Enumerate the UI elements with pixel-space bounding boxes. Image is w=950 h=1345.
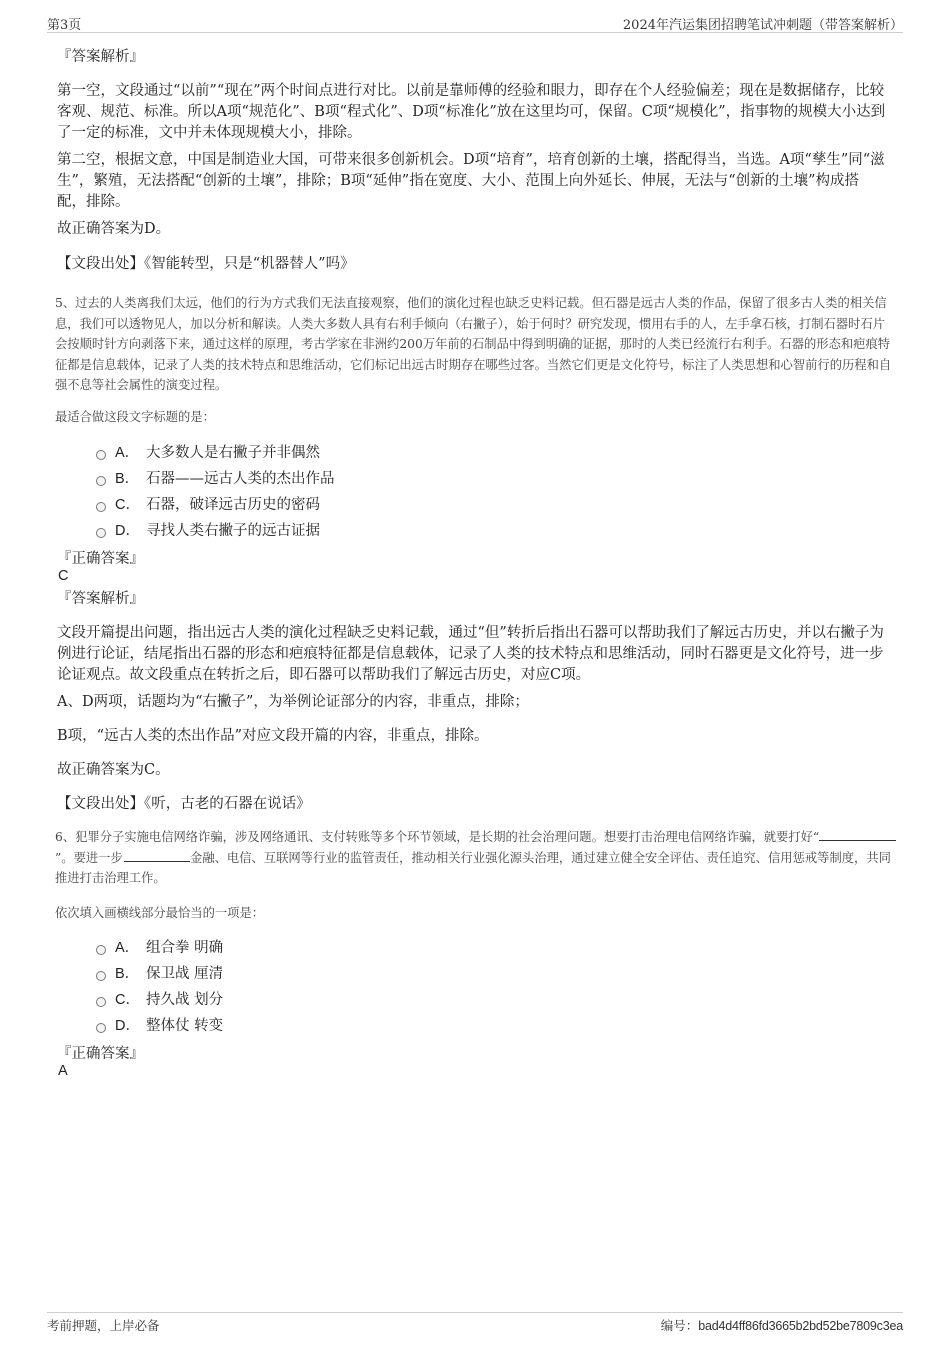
option-text: 石器，破译远古历史的密码 [146, 497, 320, 513]
q6-answer: A [58, 1063, 68, 1079]
q5-option-d[interactable] [96, 520, 320, 542]
document-title: 2024年汽运集团招聘笔试冲刺题（带答案解析） [622, 18, 903, 33]
q6-option-d[interactable] [96, 1015, 223, 1037]
q5-analysis-label: 『答案解析』 [57, 591, 144, 607]
q5-prompt: 最适合做这段文字标题的是： [55, 410, 215, 424]
page-footer [47, 1312, 903, 1333]
q5-answer-label: 『正确答案』 [57, 551, 144, 567]
radio-button[interactable] [96, 971, 106, 981]
q5-analysis-paragraph-3: B项，“远古人类的杰出作品”对应文段开篇的内容，非重点，排除。 [57, 728, 489, 744]
option-letter: C． [115, 497, 140, 513]
option-letter: B． [115, 966, 140, 982]
code-label: 编号： [660, 1318, 699, 1333]
document-code [661, 1316, 903, 1334]
radio-button[interactable] [96, 502, 106, 512]
option-letter: C． [115, 992, 140, 1008]
option-text: 石器——远古人类的杰出作品 [146, 471, 335, 487]
radio-button[interactable] [96, 945, 106, 955]
radio-button[interactable] [96, 476, 106, 486]
q6-stem [55, 827, 897, 889]
q6-stem-part-2: ”。要进一步 [55, 850, 123, 865]
option-text: 大多数人是右撇子并非偶然 [146, 445, 320, 461]
q4-conclusion: 故正确答案为D。 [57, 221, 171, 237]
option-text: 组合拳 明确 [146, 940, 224, 956]
q6-option-b[interactable] [96, 963, 223, 985]
fill-blank-2 [124, 848, 190, 862]
q5-analysis-paragraph-2: A、D两项，话题均为“右撇子”，为举例论证部分的内容，非重点，排除； [57, 694, 529, 710]
page-number: 第3页 [47, 18, 82, 33]
q5-analysis-paragraph-1: 文段开篇提出问题，指出远古人类的演化过程缺乏史料记载，通过“但”转折后指出石器可以帮助我们了解远古历史，并以右撇子为例进行论证，结尾指出石器的形态和疤痕特征都是信息载体，记录了人类的技术特点和思维活动，同时石器更是文化符号，进一步论证观点。故文段重点在转折之后，即石器可以帮助我们了解远古历史，对应C项。 [57, 625, 884, 683]
option-text: 持久战 划分 [146, 992, 224, 1008]
radio-button[interactable] [96, 528, 106, 538]
q5-answer: C [58, 568, 69, 584]
option-text: 整体仗 转变 [146, 1018, 224, 1034]
q4-source: 【文段出处】《智能转型，只是“机器替人”吗》 [57, 256, 355, 272]
radio-button[interactable] [96, 997, 106, 1007]
q4-analysis-paragraph-1: 第一空，文段通过“以前”“现在”两个时间点进行对比。以前是靠师傅的经验和眼力，即存在个人经验偏差；现在是数据储存，比较客观、规范、标准。所以A项“规范化”、B项“程式化”、D项“标准化”放在这里均可，保留。C项“规模化”，指事物的规模大小达到了一定的标准，文中并未体现规模大小，排除。 [57, 83, 886, 141]
q6-answer-label: 『正确答案』 [57, 1046, 144, 1062]
option-letter: D． [115, 523, 140, 539]
q5-source: 【文段出处】《听，古老的石器在说话》 [57, 796, 311, 812]
q6-stem-part-1: 6、犯罪分子实施电信网络诈骗，涉及网络通讯、支付转账等多个环节领域，是长期的社会治理问题。想要打击治理电信网络诈骗，就要打好“ [55, 830, 820, 844]
q5-conclusion: 故正确答案为C。 [57, 762, 170, 778]
q5-stem: 5、过去的人类离我们太远，他们的行为方式我们无法直接观察，他们的演化过程也缺乏史料记载。但石器是远古人类的作品，保留了很多古人类的相关信息，我们可以透物见人，加以分析和解读。人类大多数人具有右利手倾向（右撇子），始于何时？研究发现，惯用右手的人，左手拿石核，打制石器时石片会按顺时针方向剥落下来，通过这样的原理，考古学家在非洲约200万年前的石制品中得到明确的证据，那时的人类已经流行右利手。石器的形态和疤痕特征都是信息载体，记录了人类的技术特点和思维活动，它们标记出远古时期存在哪些过客。当然它们更是文化符号，标注了人类思想和心智前行的历程和自强不息等社会属性的演变过程。 [55, 296, 892, 392]
code-value: bad4d4ff86fd3665b2bd52be7809c3ea [698, 1319, 903, 1333]
fill-blank-1 [819, 827, 896, 841]
q5-option-c[interactable] [96, 494, 320, 516]
q4-analysis-paragraph-2: 第二空，根据文意，中国是制造业大国，可带来很多创新机会。D项“培育”，培育创新的土壤，搭配得当，当选。A项“孳生”同“滋生”，繁殖，无法搭配“创新的土壤”，排除；B项“延伸”指在宽度、大小、范围上向外延长、伸展，无法与“创新的土壤”构成搭配，排除。 [57, 152, 885, 210]
q5-option-b[interactable] [96, 468, 335, 490]
option-letter: D． [115, 1018, 140, 1034]
option-text: 寻找人类右撇子的远古证据 [146, 523, 320, 539]
q6-option-a[interactable] [96, 937, 223, 959]
q6-stem-part-3: 金融、电信、互联网等行业的监管责任，推动相关行业强化源头治理，通过建立健全安全评估、责任追究、信用惩戒等制度，共同推进打击治理工作。 [55, 850, 891, 885]
radio-button[interactable] [96, 1023, 106, 1033]
option-text: 保卫战 厘清 [146, 966, 224, 982]
option-letter: B． [115, 471, 140, 487]
q6-prompt: 依次填入画横线部分最恰当的一项是： [55, 906, 265, 920]
q5-option-a[interactable] [96, 442, 320, 464]
q4-analysis-label: 『答案解析』 [57, 49, 144, 65]
radio-button[interactable] [96, 450, 106, 460]
option-letter: A． [115, 445, 140, 461]
footer-slogan: 考前押题，上岸必备 [47, 1318, 160, 1333]
q6-option-c[interactable] [96, 989, 223, 1011]
page-header [47, 14, 903, 33]
option-letter: A． [115, 940, 140, 956]
